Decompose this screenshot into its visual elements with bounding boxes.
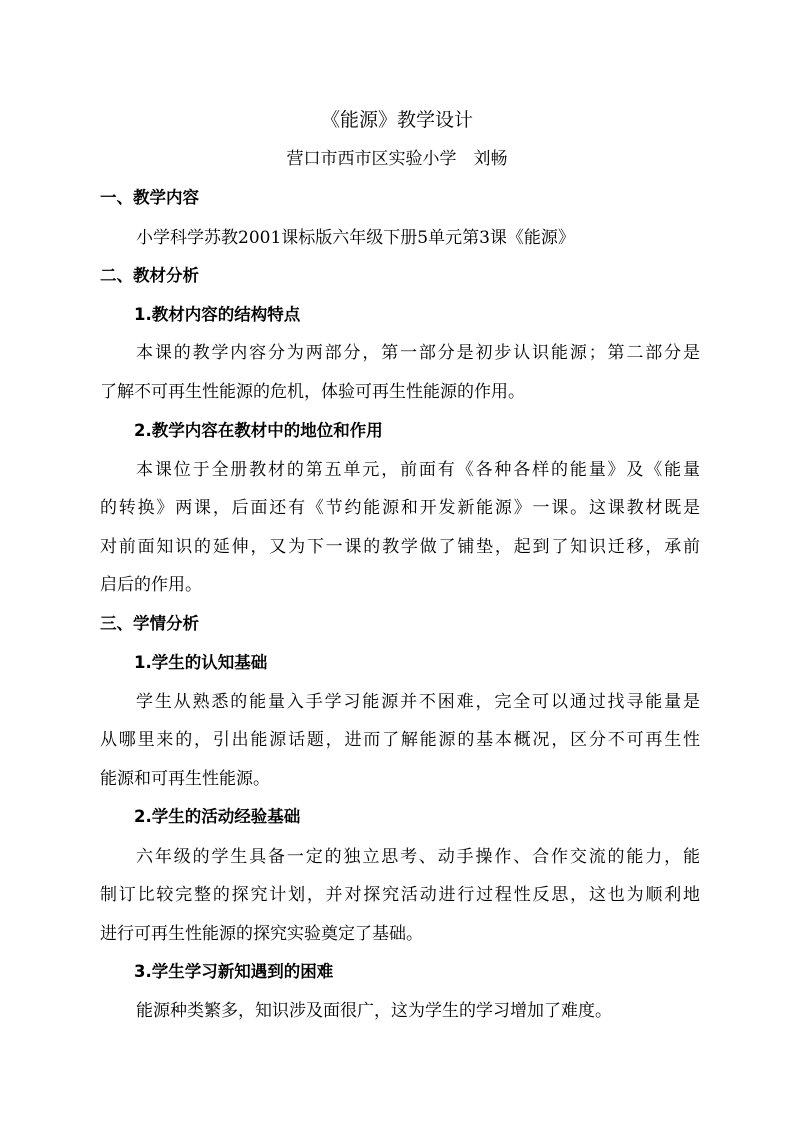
paragraph-line: 从哪里来的，引出能源话题，进而了解能源的基本概况，区分不可再生性 xyxy=(100,730,700,750)
document-title: 《能源》教学设计 xyxy=(320,109,473,131)
paragraph-line: 了解不可再生性能源的危机，体验可再生性能源的作用。 xyxy=(100,382,525,402)
subsection-heading: 1.学生的认知基础 xyxy=(134,653,268,672)
paragraph-line: 进行可再生性能源的探究实验奠定了基础。 xyxy=(100,924,423,944)
section-heading-students: 三、学情分析 xyxy=(100,614,199,633)
paragraph-line: 制订比较完整的探究计划，并对探究活动进行过程性反思，这也为顺利地 xyxy=(100,885,700,905)
paragraph-line: 的转换》两课，后面还有《节约能源和开发新能源》一课。这课教材既是 xyxy=(100,498,700,518)
paragraph-line: 六年级的学生具备一定的独立思考、动手操作、合作交流的能力，能 xyxy=(136,847,700,867)
paragraph-line: 能源和可再生性能源。 xyxy=(100,769,270,789)
paragraph-line: 本课位于全册教材的第五单元，前面有《各种各样的能量》及《能量 xyxy=(136,460,700,480)
paragraph-line: 启后的作用。 xyxy=(100,575,202,595)
subsection-heading: 3.学生学习新知遇到的困难 xyxy=(134,962,334,981)
paragraph-line: 本课的教学内容分为两部分，第一部分是初步认识能源；第二部分是 xyxy=(136,343,700,363)
subsection-heading: 1.教材内容的结构特点 xyxy=(134,305,301,324)
subsection-heading: 2.学生的活动经验基础 xyxy=(134,807,301,826)
paragraph-line: 学生从熟悉的能量入手学习能源并不困难，完全可以通过找寻能量是 xyxy=(136,692,700,712)
paragraph-line: 对前面知识的延伸，又为下一课的教学做了铺垫，起到了知识迁移，承前 xyxy=(100,537,700,557)
paragraph-line: 能源种类繁多，知识涉及面很广，这为学生的学习增加了难度。 xyxy=(136,1001,612,1021)
subsection-heading: 2.教学内容在教材中的地位和作用 xyxy=(134,421,383,440)
section-heading-content: 一、教学内容 xyxy=(100,188,199,207)
author-line: 营口市西市区实验小学 刘畅 xyxy=(286,149,508,169)
section-heading-material: 二、教材分析 xyxy=(100,266,199,285)
paragraph-line: 小学科学苏教2001课标版六年级下册5单元第3课《能源》 xyxy=(136,228,575,248)
